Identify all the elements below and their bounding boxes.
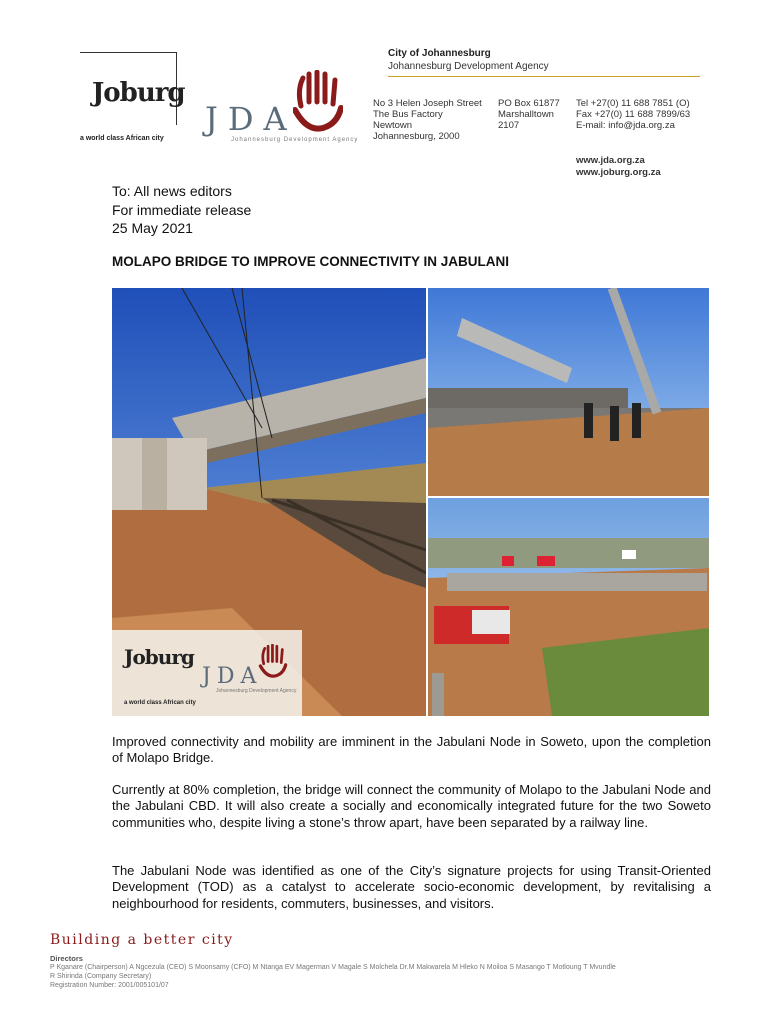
- address-line: The Bus Factory: [373, 109, 443, 120]
- header-agency: Johannesburg Development Agency: [388, 61, 549, 72]
- header-rule: [388, 76, 700, 77]
- address-line: No 3 Helen Joseph Street: [373, 98, 482, 109]
- jda-hand-icon: [293, 70, 343, 132]
- po-line: Marshalltown: [498, 109, 554, 120]
- contact-line: Tel +27(0) 11 688 7851 (O): [576, 98, 690, 109]
- address-line: Johannesburg, 2000: [373, 131, 460, 142]
- jda-logo-letters: JDA: [205, 100, 297, 138]
- joburg-tagline: a world class African city: [80, 135, 164, 142]
- photo-collage: [112, 288, 709, 716]
- jda-logo-subtitle: Johannesburg Development Agency: [231, 137, 359, 143]
- release-immediacy: For immediate release: [112, 201, 252, 218]
- header-websites: [576, 155, 661, 178]
- footer-directors: P Kganare (Chairperson) A Ngcezula (CEO) S Moonsamy (CFO) M Ntanga EV Magerman V Magale S Molchela Dr.M Makwarela M Hleko N Moiloa S Masango T Motloung T Mvundle: [50, 964, 616, 971]
- joburg-logo-word: Joburg: [92, 78, 185, 108]
- contact-line: Fax +27(0) 11 688 7899/63: [576, 109, 691, 120]
- footer-registration: Registration Number: 2001/005101/07: [50, 982, 169, 989]
- header-po-box: [498, 98, 560, 131]
- release-info: [112, 182, 251, 238]
- po-line: PO Box 61877: [498, 98, 560, 109]
- joburg-logo: [80, 52, 185, 148]
- overlay-jda-subtitle: Johannesburg Development Agency: [216, 688, 297, 694]
- overlay-joburg-tagline: a world class African city: [124, 700, 196, 706]
- po-line: 2107: [498, 120, 520, 131]
- website-link[interactable]: www.jda.org.za: [576, 155, 645, 166]
- header-org: City of Johannesburg: [388, 48, 491, 59]
- jda-logo: [205, 70, 359, 150]
- overlay-joburg-word: Joburg: [124, 645, 194, 669]
- footer-slogan: Building a better city: [50, 932, 234, 948]
- collage-image: [112, 288, 709, 716]
- release-date: 25 May 2021: [112, 220, 193, 236]
- address-line: Newtown: [373, 120, 413, 131]
- body-paragraph-1: Improved connectivity and mobility are imminent in the Jabulani Node in Soweto, upon the completion of Molapo Bridge.: [112, 734, 711, 766]
- body-paragraph-2: Currently at 80% completion, the bridge will connect the community of Molapo to the Jabulani Node and the Jabulani CBD. It will also create a socially and economically integrated future for the two Soweto communities who, despite living a stone’s throw apart, have been separated by a railway line.: [112, 782, 711, 830]
- release-recipient: To: All news editors: [112, 183, 232, 199]
- footer-secretary: R Shirinda (Company Secretary): [50, 973, 152, 980]
- headline: MOLAPO BRIDGE TO IMPROVE CONNECTIVITY IN JABULANI: [112, 254, 510, 269]
- overlay-jda-letters: JDA: [202, 664, 263, 689]
- body-paragraph-3: The Jabulani Node was identified as one of the City’s signature projects for using Transit-Oriented Development (TOD) as a catalyst to accelerate socio-economic development, by revitalising a neighbourhood for residents, commuters, businesses, and visitors.: [112, 863, 711, 911]
- website-link[interactable]: www.joburg.org.za: [576, 166, 661, 178]
- overlay-hand-icon: [258, 644, 288, 678]
- footer-directors-label: Directors: [50, 954, 83, 963]
- contact-line: E-mail: info@jda.org.za: [576, 120, 675, 131]
- header-contact: [576, 98, 690, 131]
- header-address: [373, 98, 482, 142]
